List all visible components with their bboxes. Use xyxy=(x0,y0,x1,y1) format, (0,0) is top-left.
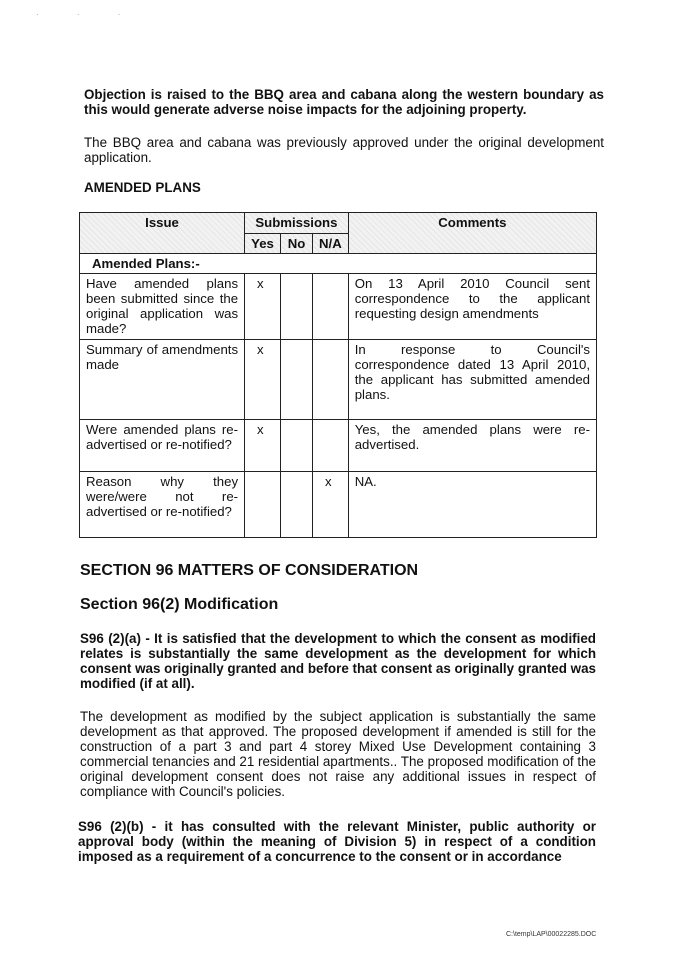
na-cell xyxy=(313,420,349,472)
scan-specks: · · · xyxy=(36,10,139,19)
issue-cell: Summary of amendments made xyxy=(80,340,245,420)
yes-cell: x xyxy=(245,274,281,340)
objection-heading: Objection is raised to the BBQ area and cabana along the western boundary as this would generate adverse noise impacts for the adjoining property. xyxy=(84,87,604,117)
issue-cell: Reason why they were/were not re-advertised or re-notified? xyxy=(80,472,245,538)
table-row xyxy=(80,340,597,420)
na-cell xyxy=(313,340,349,420)
na-cell xyxy=(313,274,349,340)
no-header: No xyxy=(281,233,313,254)
objection-response: The BBQ area and cabana was previously approved under the original development application. xyxy=(84,135,604,165)
submissions-header: Submissions xyxy=(245,213,349,234)
s96-2b-heading: S96 (2)(b) - it has consulted with the relevant Minister, public authority or approval body (within the meaning of Division 5) in respect of a condition imposed as a requirement of a concurrence to the consent or in accordance xyxy=(78,819,596,864)
footer-file-path: C:\temp\LAP\00022285.DOC xyxy=(506,931,597,938)
s96-2a-heading: S96 (2)(a) - It is satisfied that the development to which the consent as modified relates is substantially the same development as the development for which consent was originally granted and before that consent as originally granted was modified (if at all). xyxy=(80,631,596,691)
amended-plans-title: AMENDED PLANS xyxy=(84,180,201,195)
yes-cell: x xyxy=(245,420,281,472)
issue-cell: Were amended plans re-advertised or re-notified? xyxy=(80,420,245,472)
no-cell xyxy=(281,274,313,340)
comment-cell: On 13 April 2010 Council sent correspondence to the applicant requesting design amendments xyxy=(348,274,596,340)
issue-header: Issue xyxy=(80,213,245,254)
yes-cell xyxy=(245,472,281,538)
issue-cell: Have amended plans been submitted since the original application was made? xyxy=(80,274,245,340)
no-cell xyxy=(281,472,313,538)
na-header: N/A xyxy=(313,233,349,254)
comment-cell: NA. xyxy=(348,472,596,538)
yes-cell: x xyxy=(245,340,281,420)
table-row xyxy=(80,420,597,472)
section96-2-title: Section 96(2) Modification xyxy=(80,596,279,613)
no-cell xyxy=(281,420,313,472)
section-label: Amended Plans:- xyxy=(80,254,597,274)
table-section-row xyxy=(80,254,597,274)
amended-plans-table xyxy=(79,212,597,538)
na-cell: x xyxy=(313,472,349,538)
comment-cell: Yes, the amended plans were re-advertised. xyxy=(348,420,596,472)
table-row xyxy=(80,274,597,340)
no-cell xyxy=(281,340,313,420)
s96-2a-body: The development as modified by the subject application is substantially the same development as that approved. The proposed development if amended is still for the construction of a part 3 and part 4 storey Mixed Use Development containing 3 commercial tenancies and 21 residential apartments.. The proposed modification of the original development consent does not raise any additional issues in respect of compliance with Council's policies. xyxy=(80,709,596,799)
table-row xyxy=(80,472,597,538)
comments-header: Comments xyxy=(348,213,596,254)
yes-header: Yes xyxy=(245,233,281,254)
section96-title: SECTION 96 MATTERS OF CONSIDERATION xyxy=(80,562,419,579)
comment-cell: In response to Council's correspondence dated 13 April 2010, the applicant has submitted amended plans. xyxy=(348,340,596,420)
table-header-row xyxy=(80,213,597,234)
